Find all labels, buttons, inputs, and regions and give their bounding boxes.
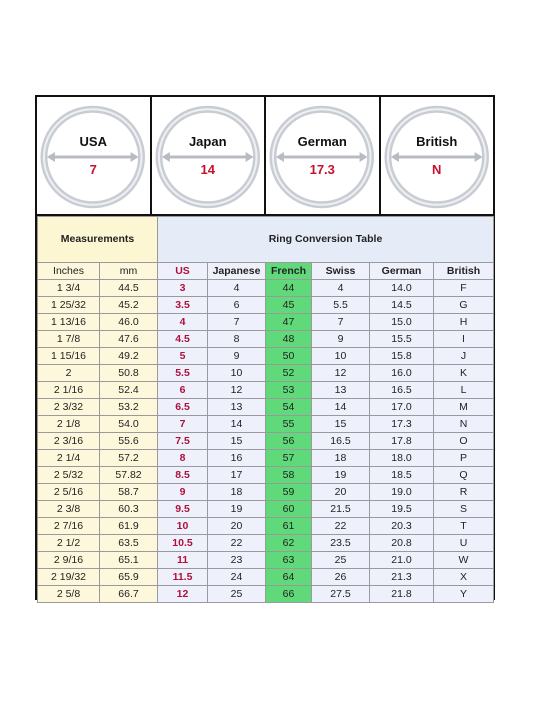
cell-swiss: 20 (312, 484, 370, 501)
cell-mm: 53.2 (100, 399, 158, 416)
table-row (38, 297, 494, 314)
cell-swiss: 4 (312, 280, 370, 297)
cell-german: 21.3 (370, 569, 434, 586)
cell-us: 5 (158, 348, 208, 365)
cell-french: 60 (266, 501, 312, 518)
column-header-inches: Inches (38, 263, 100, 280)
ring-icon (152, 97, 265, 214)
cell-swiss: 14 (312, 399, 370, 416)
cell-french: 45 (266, 297, 312, 314)
ring-cell-japan (152, 97, 267, 214)
cell-japanese: 6 (208, 297, 266, 314)
cell-japanese: 24 (208, 569, 266, 586)
cell-inches: 2 7/16 (38, 518, 100, 535)
cell-british: G (434, 297, 494, 314)
cell-japanese: 22 (208, 535, 266, 552)
cell-german: 17.3 (370, 416, 434, 433)
cell-german: 15.8 (370, 348, 434, 365)
cell-swiss: 7 (312, 314, 370, 331)
cell-swiss: 26 (312, 569, 370, 586)
cell-inches: 2 9/16 (38, 552, 100, 569)
table-title: Ring Conversion Table (158, 217, 494, 263)
cell-french: 61 (266, 518, 312, 535)
table-row (38, 501, 494, 518)
cell-us: 10.5 (158, 535, 208, 552)
cell-us: 9.5 (158, 501, 208, 518)
cell-japanese: 14 (208, 416, 266, 433)
ring-cell-german (266, 97, 381, 214)
table-row (38, 280, 494, 297)
cell-japanese: 20 (208, 518, 266, 535)
cell-swiss: 18 (312, 450, 370, 467)
cell-swiss: 16.5 (312, 433, 370, 450)
cell-mm: 66.7 (100, 586, 158, 603)
cell-french: 57 (266, 450, 312, 467)
cell-british: W (434, 552, 494, 569)
cell-british: J (434, 348, 494, 365)
cell-japanese: 12 (208, 382, 266, 399)
cell-mm: 65.9 (100, 569, 158, 586)
cell-swiss: 25 (312, 552, 370, 569)
cell-japanese: 16 (208, 450, 266, 467)
cell-japanese: 7 (208, 314, 266, 331)
cell-japanese: 9 (208, 348, 266, 365)
table-row (38, 331, 494, 348)
cell-inches: 2 1/2 (38, 535, 100, 552)
cell-french: 47 (266, 314, 312, 331)
cell-us: 3 (158, 280, 208, 297)
table-row (38, 552, 494, 569)
cell-inches: 2 3/32 (38, 399, 100, 416)
cell-german: 19.0 (370, 484, 434, 501)
cell-british: U (434, 535, 494, 552)
table-row (38, 467, 494, 484)
cell-french: 59 (266, 484, 312, 501)
ring-country-label: British (416, 134, 458, 149)
cell-inches: 2 1/4 (38, 450, 100, 467)
cell-french: 48 (266, 331, 312, 348)
cell-inches: 2 (38, 365, 100, 382)
cell-mm: 52.4 (100, 382, 158, 399)
cell-mm: 49.2 (100, 348, 158, 365)
measurements-header: Measurements (38, 217, 158, 263)
ring-size-value: 17.3 (309, 162, 335, 177)
cell-us: 5.5 (158, 365, 208, 382)
table-row (38, 518, 494, 535)
cell-us: 7 (158, 416, 208, 433)
cell-inches: 2 19/32 (38, 569, 100, 586)
cell-german: 15.5 (370, 331, 434, 348)
cell-german: 18.5 (370, 467, 434, 484)
table-body (38, 217, 494, 603)
cell-swiss: 13 (312, 382, 370, 399)
ring-size-value: 14 (200, 162, 215, 177)
cell-mm: 63.5 (100, 535, 158, 552)
cell-inches: 1 13/16 (38, 314, 100, 331)
column-header-british: British (434, 263, 494, 280)
cell-swiss: 10 (312, 348, 370, 365)
cell-french: 44 (266, 280, 312, 297)
cell-french: 53 (266, 382, 312, 399)
cell-swiss: 23.5 (312, 535, 370, 552)
cell-japanese: 8 (208, 331, 266, 348)
cell-swiss: 5.5 (312, 297, 370, 314)
cell-german: 18.0 (370, 450, 434, 467)
cell-japanese: 4 (208, 280, 266, 297)
cell-us: 8.5 (158, 467, 208, 484)
cell-mm: 61.9 (100, 518, 158, 535)
cell-inches: 1 25/32 (38, 297, 100, 314)
ring-icon (266, 97, 379, 214)
cell-swiss: 12 (312, 365, 370, 382)
cell-mm: 60.3 (100, 501, 158, 518)
cell-us: 9 (158, 484, 208, 501)
cell-german: 17.8 (370, 433, 434, 450)
cell-mm: 44.5 (100, 280, 158, 297)
ring-conversion-chart (35, 95, 495, 600)
cell-japanese: 19 (208, 501, 266, 518)
cell-us: 7.5 (158, 433, 208, 450)
cell-us: 6 (158, 382, 208, 399)
cell-us: 8 (158, 450, 208, 467)
cell-german: 20.8 (370, 535, 434, 552)
cell-inches: 2 1/8 (38, 416, 100, 433)
cell-inches: 1 7/8 (38, 331, 100, 348)
cell-german: 14.5 (370, 297, 434, 314)
cell-french: 58 (266, 467, 312, 484)
column-header-german: German (370, 263, 434, 280)
ring-country-label: Japan (188, 134, 227, 149)
table-row (38, 484, 494, 501)
cell-us: 6.5 (158, 399, 208, 416)
cell-mm: 57.82 (100, 467, 158, 484)
ring-country-label: USA (79, 134, 107, 149)
table-row (38, 314, 494, 331)
cell-japanese: 10 (208, 365, 266, 382)
cell-german: 20.3 (370, 518, 434, 535)
cell-french: 56 (266, 433, 312, 450)
cell-mm: 65.1 (100, 552, 158, 569)
cell-mm: 57.2 (100, 450, 158, 467)
ring-icon (37, 97, 150, 214)
cell-inches: 2 3/8 (38, 501, 100, 518)
cell-british: L (434, 382, 494, 399)
ring-size-value: 7 (89, 162, 97, 177)
table-row (38, 569, 494, 586)
cell-swiss: 27.5 (312, 586, 370, 603)
cell-mm: 58.7 (100, 484, 158, 501)
cell-french: 62 (266, 535, 312, 552)
table-header-row (38, 217, 494, 263)
cell-japanese: 17 (208, 467, 266, 484)
cell-french: 54 (266, 399, 312, 416)
cell-german: 16.5 (370, 382, 434, 399)
cell-british: I (434, 331, 494, 348)
cell-french: 63 (266, 552, 312, 569)
cell-german: 16.0 (370, 365, 434, 382)
cell-swiss: 15 (312, 416, 370, 433)
column-header-french: French (266, 263, 312, 280)
cell-mm: 55.6 (100, 433, 158, 450)
table-row (38, 382, 494, 399)
cell-french: 50 (266, 348, 312, 365)
cell-french: 52 (266, 365, 312, 382)
cell-british: Y (434, 586, 494, 603)
cell-british: K (434, 365, 494, 382)
ring-size-illustrations (37, 97, 493, 216)
cell-us: 11.5 (158, 569, 208, 586)
cell-us: 12 (158, 586, 208, 603)
cell-british: T (434, 518, 494, 535)
table-row (38, 535, 494, 552)
table-row (38, 450, 494, 467)
column-header-mm: mm (100, 263, 158, 280)
cell-swiss: 19 (312, 467, 370, 484)
ring-cell-british (381, 97, 494, 214)
cell-german: 14.0 (370, 280, 434, 297)
cell-german: 21.8 (370, 586, 434, 603)
cell-french: 66 (266, 586, 312, 603)
table-row (38, 586, 494, 603)
cell-german: 17.0 (370, 399, 434, 416)
cell-us: 4.5 (158, 331, 208, 348)
cell-inches: 2 5/32 (38, 467, 100, 484)
cell-british: S (434, 501, 494, 518)
cell-german: 19.5 (370, 501, 434, 518)
cell-british: H (434, 314, 494, 331)
cell-british: Q (434, 467, 494, 484)
cell-mm: 54.0 (100, 416, 158, 433)
cell-mm: 50.8 (100, 365, 158, 382)
cell-japanese: 23 (208, 552, 266, 569)
ring-icon (381, 97, 494, 214)
ring-cell-usa (37, 97, 152, 214)
cell-us: 4 (158, 314, 208, 331)
table-row (38, 416, 494, 433)
column-header-japanese: Japanese (208, 263, 266, 280)
cell-japanese: 18 (208, 484, 266, 501)
table-row (38, 348, 494, 365)
cell-inches: 2 1/16 (38, 382, 100, 399)
cell-inches: 2 3/16 (38, 433, 100, 450)
cell-us: 3.5 (158, 297, 208, 314)
cell-swiss: 21.5 (312, 501, 370, 518)
table-row (38, 399, 494, 416)
cell-french: 55 (266, 416, 312, 433)
table-row (38, 365, 494, 382)
cell-british: O (434, 433, 494, 450)
cell-japanese: 13 (208, 399, 266, 416)
cell-mm: 47.6 (100, 331, 158, 348)
cell-mm: 46.0 (100, 314, 158, 331)
ring-size-value: N (432, 162, 442, 177)
cell-inches: 2 5/8 (38, 586, 100, 603)
cell-british: P (434, 450, 494, 467)
cell-inches: 1 15/16 (38, 348, 100, 365)
column-header-row (38, 263, 494, 280)
ring-country-label: German (297, 134, 347, 149)
cell-us: 11 (158, 552, 208, 569)
cell-japanese: 25 (208, 586, 266, 603)
cell-british: F (434, 280, 494, 297)
cell-inches: 1 3/4 (38, 280, 100, 297)
cell-british: R (434, 484, 494, 501)
cell-swiss: 9 (312, 331, 370, 348)
cell-british: N (434, 416, 494, 433)
column-header-us: US (158, 263, 208, 280)
column-header-swiss: Swiss (312, 263, 370, 280)
cell-british: X (434, 569, 494, 586)
cell-japanese: 15 (208, 433, 266, 450)
cell-german: 15.0 (370, 314, 434, 331)
cell-swiss: 22 (312, 518, 370, 535)
cell-french: 64 (266, 569, 312, 586)
cell-us: 10 (158, 518, 208, 535)
ring-size-table (37, 216, 494, 603)
cell-german: 21.0 (370, 552, 434, 569)
cell-inches: 2 5/16 (38, 484, 100, 501)
table-row (38, 433, 494, 450)
cell-mm: 45.2 (100, 297, 158, 314)
cell-british: M (434, 399, 494, 416)
